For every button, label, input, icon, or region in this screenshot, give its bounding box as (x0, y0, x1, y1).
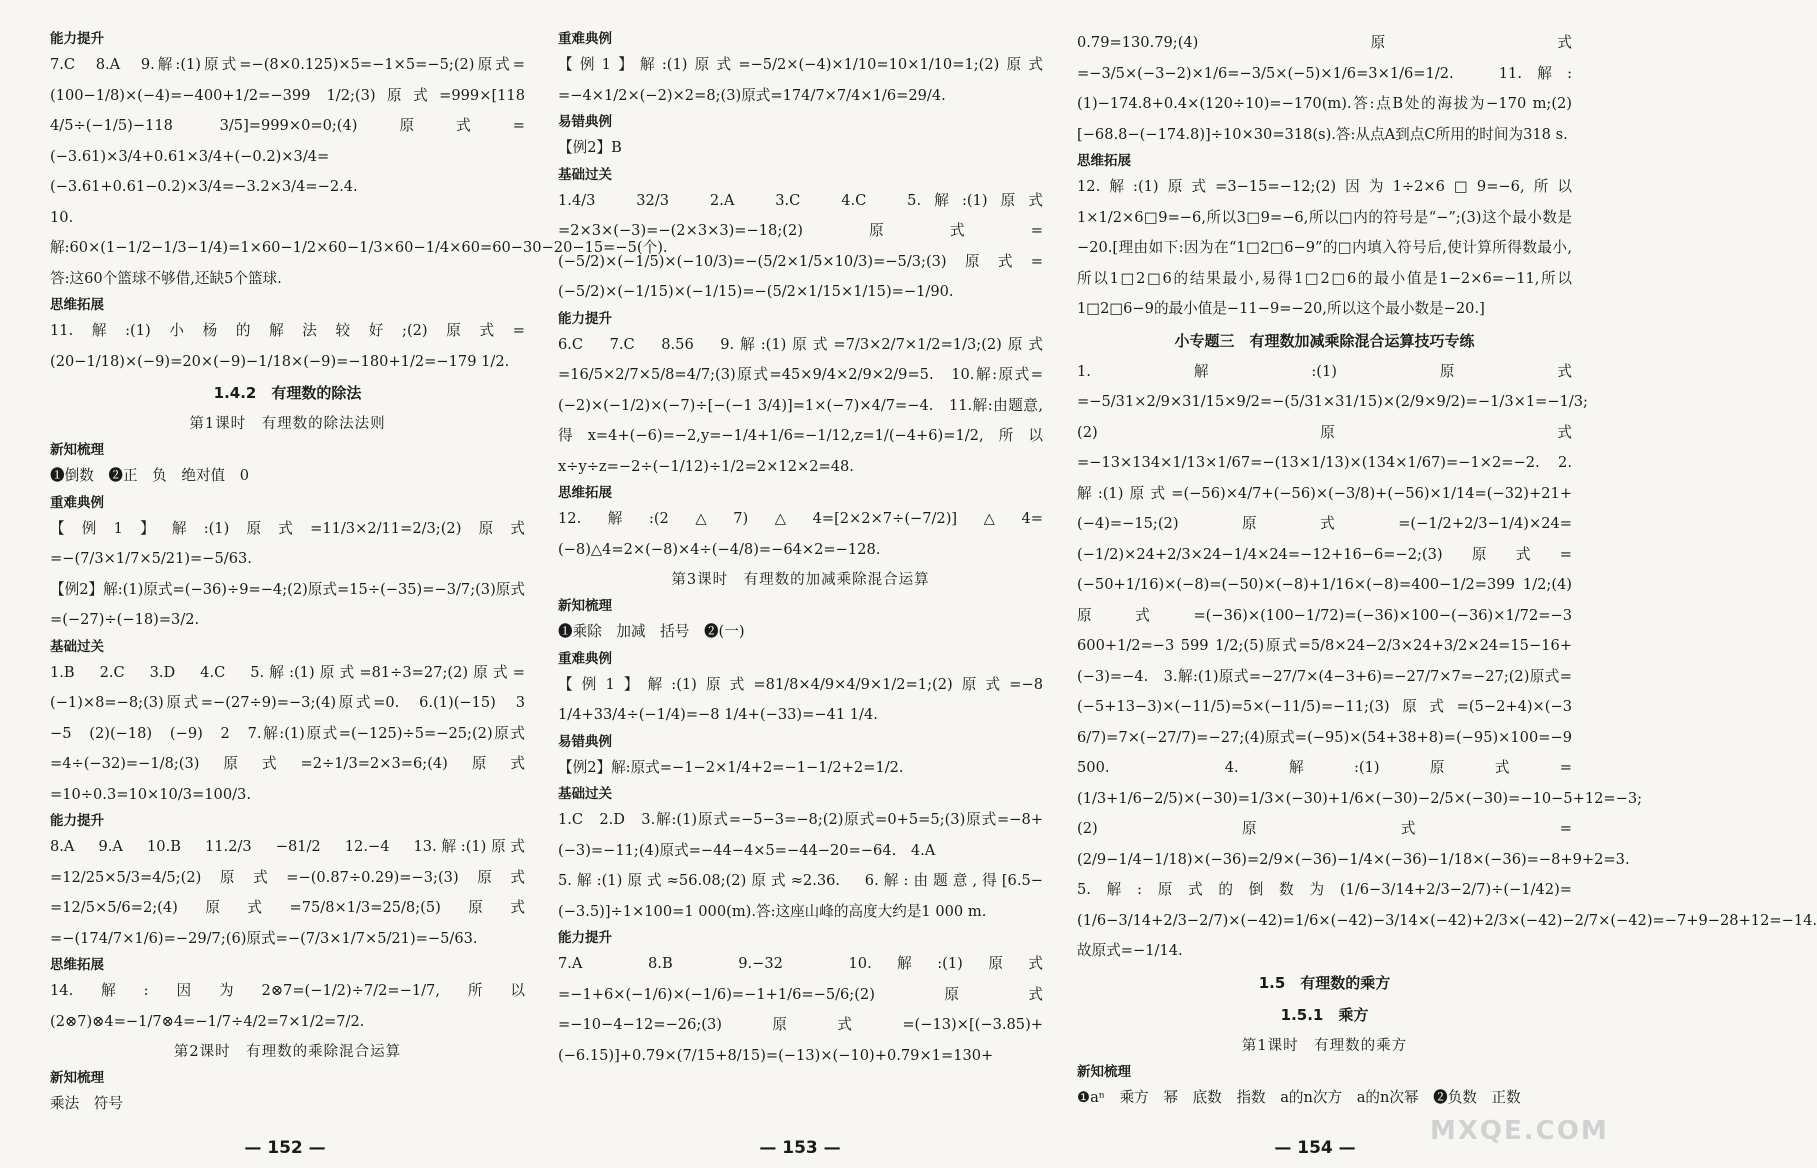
section-heading: 重难典例 (558, 31, 612, 47)
section-heading: 思维拓展 (50, 297, 104, 313)
page-number-154: — 154 — (1274, 1138, 1356, 1158)
page-number-152: — 152 — (244, 1138, 326, 1158)
section-heading: 能力提升 (558, 310, 612, 327)
section-heading: 新知梳理 (50, 1070, 104, 1086)
section-heading: 基础过关 (558, 166, 612, 183)
answer-paragraph: 【例1】解:(1)原式=−5/2×(−4)×1/10=10×1/10=1;(2)原式=−4×1/2×(−2)×2=8;(3)原式=174/7×7/4×1/6=29/4. (558, 56, 1043, 104)
answer-paragraph: 【例1】解:(1)原式=11/3×2/11=2/3;(2)原式=−(7/3×1/7×5/21)=−5/63. (50, 519, 525, 567)
column-page-153 (558, 28, 1043, 1120)
section-title: 第1课时 有理数的除法法则 (189, 416, 386, 432)
section-heading: 思维拓展 (558, 485, 612, 501)
answer-paragraph: 【例1】解:(1)原式=81/8×4/9×4/9×1/2=1;(2)原式=−8 1/4+33/4÷(−1/4)=−8 1/4+(−33)=−41 1/4. (558, 675, 1043, 723)
section-heading: 易错典例 (558, 733, 612, 750)
section-title: 第2课时 有理数的乘除混合运算 (173, 1044, 402, 1060)
answer-paragraph: 1.C 2.D 3.解:(1)原式=−5−3=−8;(2)原式=0+5=5;(3)原式=−8+(−3)=−11;(4)原式=−44−4×5=−44−20=−64. 4.A (558, 811, 1043, 859)
section-title: 第1课时 有理数的乘方 (1241, 1037, 1408, 1054)
page-number-153: — 153 — (759, 1138, 841, 1158)
answer-paragraph: ❶倒数 ❷正 负 绝对值 0 (50, 467, 250, 484)
answer-paragraph: 【例2】解:原式=−1−2×1/4+2=−1−1/2+2=1/2. (558, 758, 904, 776)
watermark-logo: MXQE.COM (1430, 1116, 1609, 1146)
section-title: 1.4.2 有理数的除法 (213, 384, 362, 402)
answer-paragraph: 7.C 8.A 9.解:(1)原式=−(8×0.125)×5=−1×5=−5;(2)原式=(100−1/8)×(−4)=−400+1/2=−399 1/2;(3)原式=999×[118 4/5÷(−1/5)−118 3/5]=999×0=0;(4)原式=(−3.61)×3/4+0.61×3/4+(−0.2)×3/4=(−3.61+0.61−0.2)×3/4=−3.2×3/4=−2.4. (50, 56, 525, 195)
section-heading: 重难典例 (50, 494, 104, 511)
answer-paragraph: ❶乘除 加减 括号 ❷(一) (558, 623, 745, 640)
section-title: 小专题三 有理数加减乘除混合运算技巧专练 (1174, 331, 1475, 350)
section-heading: 新知梳理 (1077, 1063, 1131, 1080)
section-title: 1.5 有理数的乘方 (1258, 973, 1391, 992)
answer-paragraph: 14.解:因为2⊗7=(−1/2)÷7/2=−1/7,所以(2⊗7)⊗4=−1/7⊗4=−1/7÷4/2=7×1/2=7/2. (50, 982, 525, 1030)
section-heading: 易错典例 (558, 114, 612, 130)
answer-paragraph: 8.A 9.A 10.B 11.2/3 −81/2 12.−4 13.解:(1)原式=12/25×5/3=4/5;(2)原式=−(0.87÷0.29)=−3;(3)原式=12/5×5/6=2;(4)原式=75/8×1/3=25/8;(5)原式=−(174/7×1/6)=−29/7;(6)原式=−(7/3×1/7×5/21)=−5/63. (50, 838, 525, 947)
section-heading: 新知梳理 (558, 598, 612, 614)
section-heading: 新知梳理 (50, 442, 104, 458)
answer-paragraph: 12.解:(2△7)△4=[2×2×7÷(−7/2)]△4=(−8)△4=2×(−8)×4÷(−4/8)=−64×2=−128. (558, 510, 1043, 558)
answer-paragraph: 1.4/3 32/3 2.A 3.C 4.C 5.解:(1)原式=2×3×(−3)=−(2×3×3)=−18;(2)原式=(−5/2)×(−1/5)×(−10/3)=−(5/2×1/5×10/3)=−5/3;(3)原式=(−5/2)×(−1/15)×(−1/15)=−(5/2×1/15×1/15)=−1/90. (558, 191, 1043, 300)
answer-paragraph: 0.79=130.79;(4)原式=−3/5×(−3−2)×1/6=−3/5×(−5)×1/6=3×1/6=1/2. 11.解:(1)−174.8+0.4×(120÷10)=−170(m).答:点B处的海拔为−170 m;(2)[−68.8−(−174.8)]÷10×30=318(s).答:从点A到点C所用的时间为318 s. (1077, 34, 1572, 143)
section-heading: 能力提升 (558, 930, 612, 946)
answer-paragraph: 【例2】解:(1)原式=(−36)÷9=−4;(2)原式=15÷(−35)=−3/7;(3)原式=(−27)÷(−18)=3/2. (50, 580, 525, 628)
answer-paragraph: 12.解:(1)原式=3−15=−12;(2)因为1÷2×6□9=−6,所以1×1/2×6□9=−6,所以3□9=−6,所以□内的符号是“−”;(3)这个最小数是−20.[理由如下:因为在“1□2□6−9”的□内填入符号后,使计算所得数最小,所以1□2□6的结果最小,易得1□2□6的最小值是1−2×6=−11,所以1□2□6−9的最小值是−11−9=−20,所以这个最小数是−20.] (1077, 178, 1572, 317)
answer-paragraph: 1.解:(1)原式=−5/31×2/9×31/15×9/2=−(5/31×31/15)×(2/9×9/2)=−1/3×1=−1/3;(2)原式=−13×134×1/13×1/67=−(13×1/13)×(134×1/67)=−1×2=−2. 2.解:(1)原式=(−56)×4/7+(−56)×(−3/8)+(−56)×1/14=(−32)+21+(−4)=−15;(2)原式=(−1/2+2/3−1/4)×24=(−1/2)×24+2/3×24−1/4×24=−12+16−6=−2;(3)原式=(−50+1/16)×(−8)=(−50)×(−8)+1/16×(−8)=400−1/2=399 1/2;(4)原式=(−36)×(100−1/72)=(−36)×100−(−36)×1/72=−3 600+1/2=−3 599 1/2;(5)原式=5/8×24−2/3×24+3/2×24=15−16+(−3)=−4. 3.解:(1)原式=−27/7×(4−3+6)=−27/7×7=−27;(2)原式=(−5+13−3)×(−11/5)=5×(−11/5)=−11;(3)原式=(5−2+4)×(−3 6/7)=7×(−27/7)=−27;(4)原式=(−95)×(54+38+8)=(−95)×100=−9 500. 4.解:(1)原式=(1/3+1/6−2/5)×(−30)=1/3×(−30)+1/6×(−30)−2/5×(−30)=−10−5+12=−3;(2)原式=(2/9−1/4−1/18)×(−36)=2/9×(−36)−1/4×(−36)−1/18×(−36)=−8+9+2=3. 5.解:原式的倒数为(1/6−3/14+2/3−2/7)÷(−1/42)=(1/6−3/14+2/3−2/7)×(−42)=1/6×(−42)−3/14×(−42)+2/3×(−42)−2/7×(−42)=−7+9−28+12=−14.故原式=−1/14. (1077, 362, 1817, 959)
answer-paragraph: ❶aⁿ 乘方 幂 底数 指数 a的n次方 a的n次幂 ❷负数 正数 (1077, 1088, 1521, 1106)
section-heading: 能力提升 (50, 813, 104, 829)
answer-paragraph: 1.B 2.C 3.D 4.C 5.解:(1)原式=81÷3=27;(2)原式=(−1)×8=−8;(3)原式=−(27÷9)=−3;(4)原式=0. 6.(1)(−15) 3 −5 (2)(−18) (−9) 2 7.解:(1)原式=(−125)÷5=−25;(2)原式=4÷(−32)=−1/8;(3)原式=2÷1/3=2×3=6;(4)原式=10÷0.3=10×10/3=100/3. (50, 663, 540, 803)
answer-paragraph: 10.解:60×(1−1/2−1/3−1/4)=1×60−1/2×60−1/3×60−1/4×60=60−30−20−15=−5(个).答:这60个篮球不够借,还缺5个篮球. (50, 208, 668, 287)
answer-paragraph: 乘法 符号 (50, 1095, 123, 1112)
answer-paragraph: 7.A 8.B 9.−32 10.解:(1)原式=−1+6×(−1/6)×(−1/6)=−1+1/6=−5/6;(2)原式=−10−4−12=−26;(3)原式=(−13)×[(−3.85)+(−6.15)]+0.79×(7/15+8/15)=(−13)×(−10)+0.79×1=130+ (558, 955, 1043, 1064)
section-heading: 思维拓展 (50, 957, 104, 973)
answer-paragraph: 6.C 7.C 8.56 9.解:(1)原式=7/3×2/7×1/2=1/3;(2)原式=16/5×2/7×5/8=4/7;(3)原式=45×9/4×2/9×2/9=5. 10.解:原式=(−2)×(−1/2)×(−7)÷[−(−1 3/4)]=1×(−7)×4/7=−4. 11.解:由题意,得x=4+(−6)=−2,y=−1/4+1/6=−1/12,z=1/(−4+6)=1/2,所以x÷y÷z=−2÷(−1/12)÷1/2=2×12×2=48. (558, 335, 1043, 475)
section-heading: 重难典例 (558, 650, 612, 667)
column-page-154 (1077, 28, 1817, 1120)
section-heading: 思维拓展 (1077, 153, 1131, 169)
section-heading: 能力提升 (50, 31, 104, 47)
section-title: 第3课时 有理数的加减乘除混合运算 (671, 572, 930, 588)
section-title: 1.5.1 乘方 (1280, 1005, 1369, 1024)
answer-paragraph: 【例2】B (558, 139, 622, 156)
answer-paragraph: 5.解:(1)原式≈56.08;(2)原式≈2.36. 6.解:由题意,得[6.5−(−3.5)]÷1×100=1 000(m).答:这座山峰的高度大约是1 000 m. (558, 872, 1043, 920)
answer-paragraph: 11.解:(1)小杨的解法较好;(2)原式=(20−1/18)×(−9)=20×(−9)−1/18×(−9)=−180+1/2=−179 1/2. (50, 322, 525, 370)
section-heading: 基础过关 (558, 786, 612, 802)
section-heading: 基础过关 (50, 638, 104, 655)
